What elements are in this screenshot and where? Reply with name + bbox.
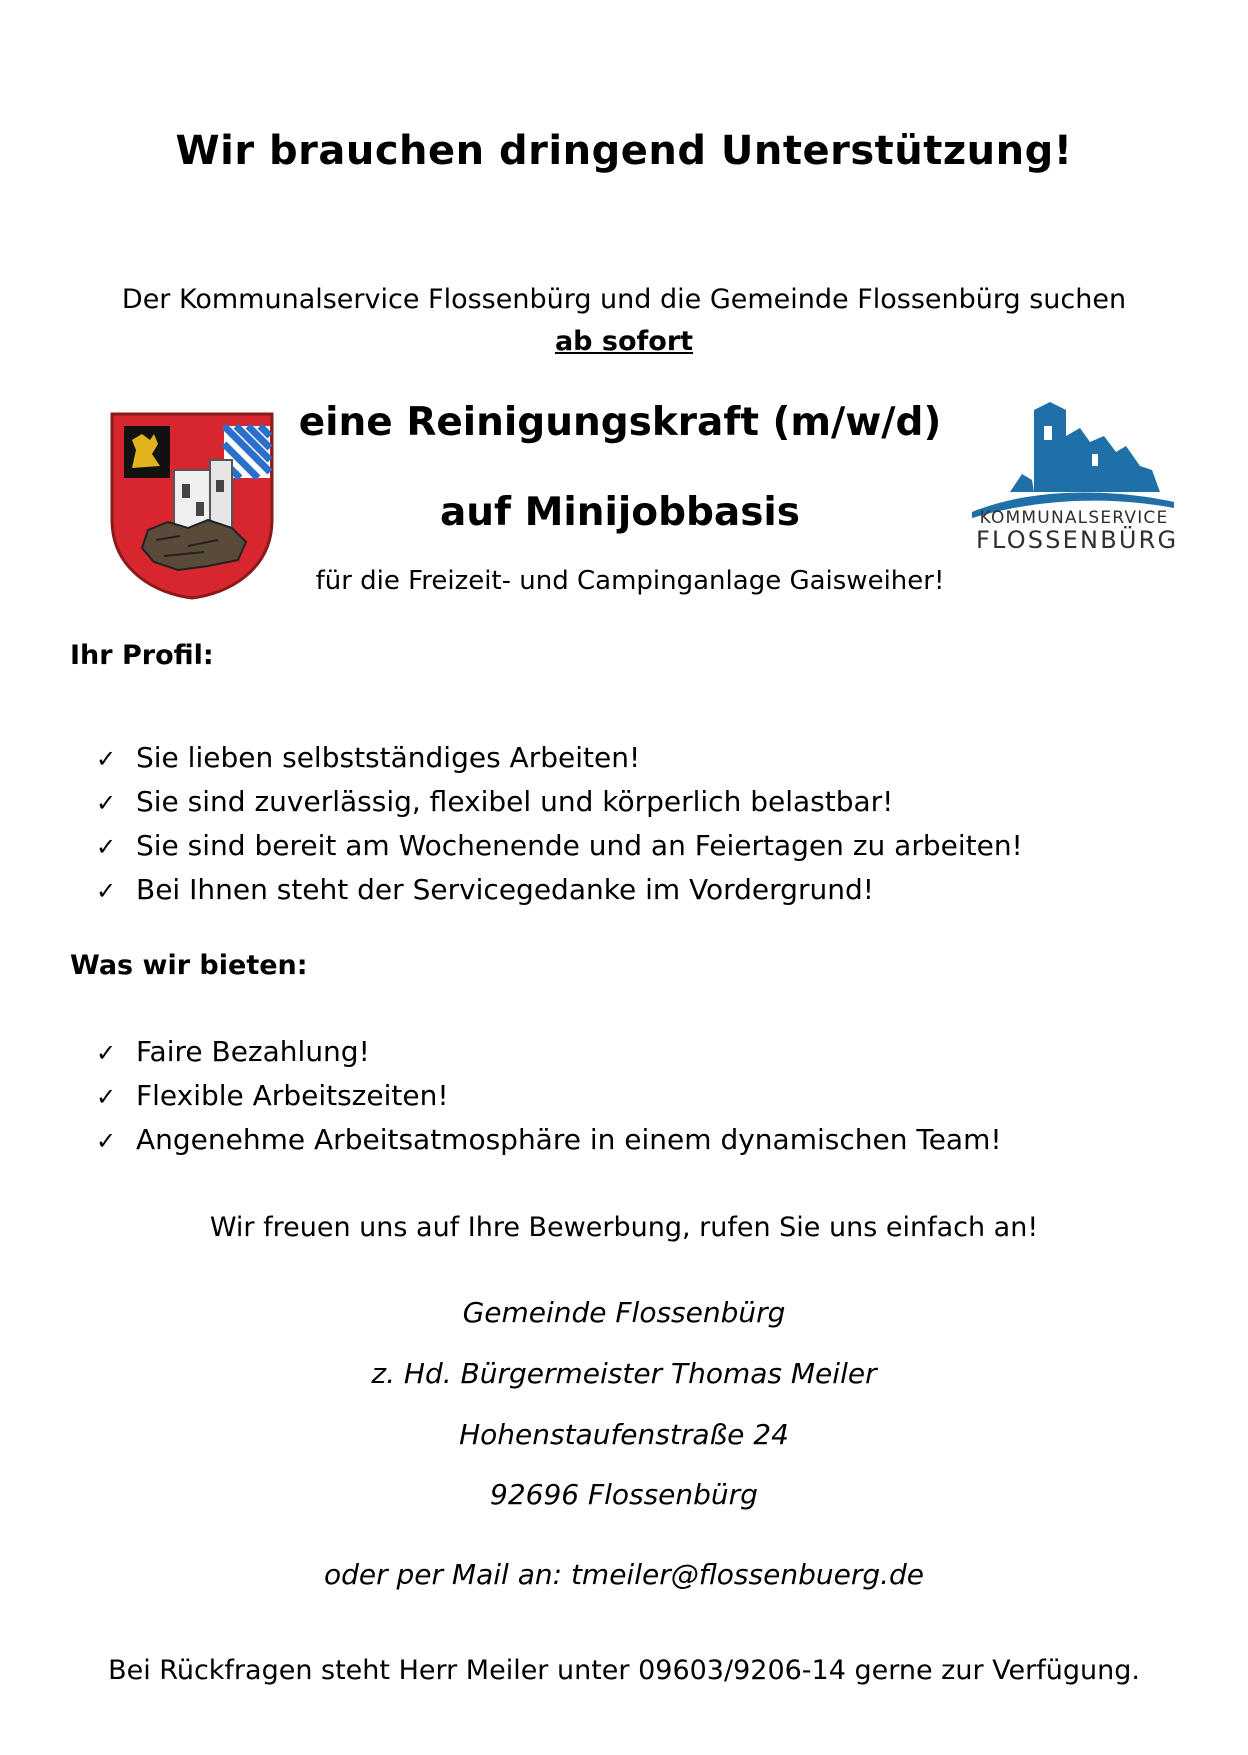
offer-heading: Was wir bieten: [70, 950, 308, 981]
email-contact: oder per Mail an: tmeiler@flossenbuerg.de [323, 1558, 925, 1591]
checkmark-icon: ✓ [96, 1083, 117, 1111]
list-item: ✓ Angenehme Arbeitsatmosphäre in einem dynamischen Team! [96, 1118, 1002, 1162]
start-date: ab sofort [554, 326, 694, 357]
checkmark-icon: ✓ [96, 877, 117, 905]
job-title: eine Reinigungskraft (m/w/d) [298, 400, 942, 445]
profile-heading: Ihr Profil: [70, 640, 214, 671]
list-item: ✓ Bei Ihnen steht der Servicegedanke im Vordergrund! [96, 868, 1023, 912]
address-line-1: Gemeinde Flossenbürg [462, 1296, 786, 1329]
list-item: ✓ Faire Bezahlung! [96, 1030, 1002, 1074]
list-item: ✓ Sie lieben selbstständiges Arbeiten! [96, 736, 1023, 780]
checkmark-icon: ✓ [96, 745, 117, 773]
checkmark-icon: ✓ [96, 1039, 117, 1067]
footer-phone-note: Bei Rückfragen steht Herr Meiler unter 09603/9206-14 gerne zur Verfügung. [108, 1655, 1140, 1686]
logo-text-flossenbuerg: FLOSSENBÜRG [976, 526, 1179, 554]
intro-text: Der Kommunalservice Flossenbürg und die Gemeinde Flossenbürg suchen [121, 284, 1127, 315]
list-item: ✓ Sie sind zuverlässig, flexibel und körperlich belastbar! [96, 780, 1023, 824]
list-item: ✓ Flexible Arbeitszeiten! [96, 1074, 1002, 1118]
page-title: Wir brauchen dringend Unterstützung! [175, 128, 1073, 174]
checkmark-icon: ✓ [96, 789, 117, 817]
address-line-2: z. Hd. Bürgermeister Thomas Meiler [371, 1357, 877, 1390]
offer-list [96, 1030, 1002, 1162]
job-basis: auf Minijobbasis [439, 490, 801, 535]
checkmark-icon: ✓ [96, 1127, 117, 1155]
address-line-4: 92696 Flossenbürg [490, 1478, 758, 1511]
list-item: ✓ Sie sind bereit am Wochenende und an Feiertagen zu arbeiten! [96, 824, 1023, 868]
logo-text-kommunalservice: KOMMUNALSERVICE [979, 508, 1169, 528]
checkmark-icon: ✓ [96, 833, 117, 861]
profile-list [96, 736, 1023, 912]
call-to-action: Wir freuen uns auf Ihre Bewerbung, rufen Sie uns einfach an! [209, 1212, 1039, 1243]
job-location: für die Freizeit- und Campinganlage Gaisweiher! [315, 566, 945, 596]
address-line-3: Hohenstaufenstraße 24 [459, 1418, 789, 1451]
